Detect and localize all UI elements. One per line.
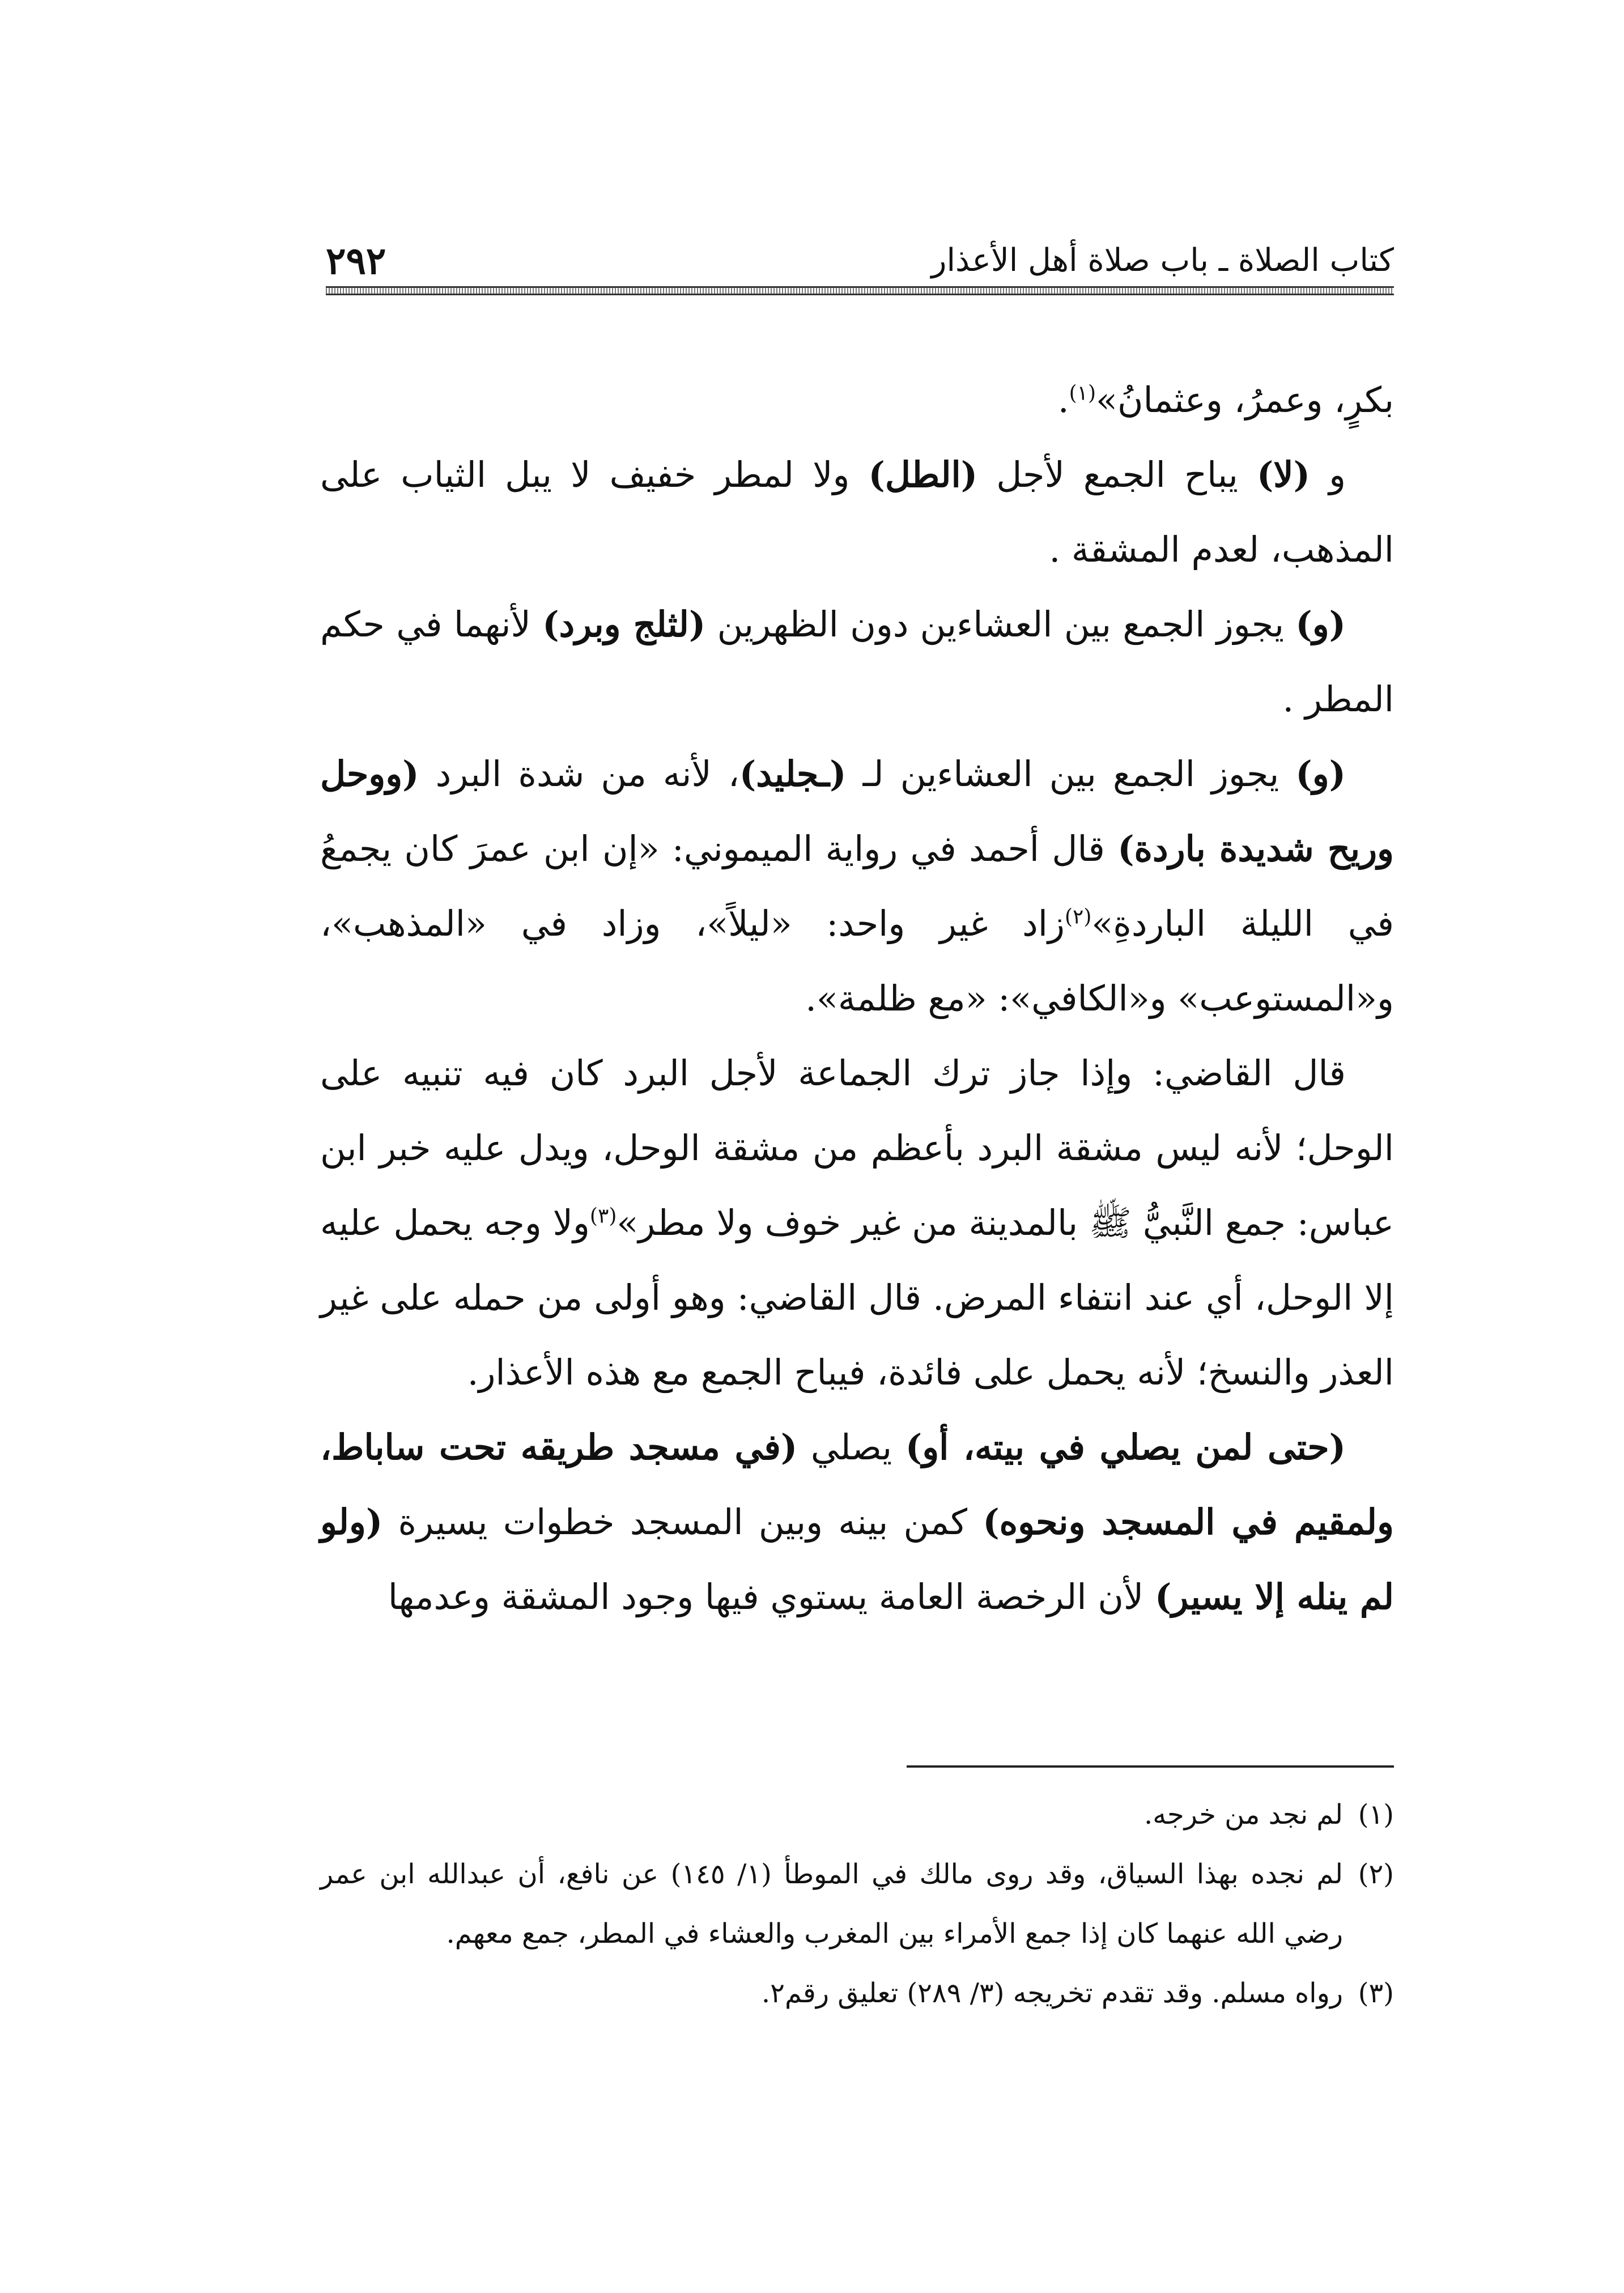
text-run: زاد غير واحد: «ليلاً»، وزاد في «المذهب»، و«المستوعب» و«الكافي»: «مع ظلمة». (320, 903, 1394, 1019)
main-text (320, 363, 1394, 1634)
paragraph-1 (320, 363, 1394, 438)
paragraph-2 (320, 438, 1394, 587)
footnote-number: (١) (1358, 1799, 1394, 1831)
bold-term: (ـجليد) (739, 753, 847, 795)
bold-term: (ولو لم ينله إلا يسير) (320, 1501, 1394, 1617)
footnote-3 (320, 1964, 1394, 2023)
footnote-text: رواه مسلم. وقد تقدم تخريجه (٣/ ٢٨٩) تعليق رقم٢. (761, 1977, 1343, 2009)
paragraph-5 (320, 1036, 1394, 1410)
footnote-ref-3: (٣) (589, 1204, 617, 1228)
text-run: لأنهما في حكم المطر . (320, 604, 1394, 720)
text-run: ولا لمطر خفيف لا يبل الثياب على المذهب، لعدم المشقة . (320, 454, 1394, 570)
footnote-ref-1: (١) (1069, 381, 1096, 405)
footnote-text: لم نجد من خرجه. (1144, 1799, 1343, 1831)
page-number: ٢٩٢ (326, 239, 386, 283)
footnote-ref-2: (٢) (1064, 905, 1092, 929)
bold-term: (و) (1295, 604, 1346, 645)
bold-term: (حتى لمن يصلي في بيته، أو) (905, 1426, 1346, 1468)
header-rule (326, 286, 1394, 295)
paragraph-1-end: . (1057, 379, 1069, 421)
bold-term: (في مسجد طريقه تحت ساباط، ولمقيم في المسجد ونحوه) (320, 1426, 1394, 1543)
bold-term: (لثلج وبرد) (542, 604, 706, 645)
text-run: قال أحمد في رواية الميموني: «إن ابن عمرَ كان يجمعُ في الليلة الباردةِ» (320, 828, 1395, 944)
text-run: يباح الجمع لأجل (977, 454, 1257, 495)
footnote-text: لم نجده بهذا السياق، وقد روى مالك في الموطأ (١/ ١٤٥) عن نافع، أن عبدالله ابن عمر رضي الله عنهما كان إذا جمع الأمراء بين المغرب والعشاء في المطر، جمع معهم. (320, 1858, 1343, 1950)
paragraph-1-text: بكرٍ، وعمرُ، وعثمانُ» (1096, 379, 1394, 421)
bold-term: (ووحل وريح شديدة باردة) (320, 753, 1394, 869)
paragraph-3 (320, 587, 1394, 737)
text-run: يجوز الجمع بين العشاءين دون الظهرين (705, 604, 1296, 645)
bold-term: (و) (1295, 753, 1346, 795)
footnote-number: (٢) (1358, 1858, 1394, 1890)
paragraph-4 (320, 737, 1394, 1036)
text-run: ولا وجه يحمل عليه إلا الوحل، أي عند انتفاء المرض. قال القاضي: وهو أولى من حمله على غير العذر والنسخ؛ لأنه يحمل على فائدة، فيباح الجمع مع هذه الأعذار. (320, 1202, 1394, 1393)
text-run: كمن بينه وبين المسجد خطوات يسيرة (382, 1501, 983, 1543)
paragraph-6 (320, 1410, 1394, 1634)
footnote-1 (320, 1785, 1394, 1845)
running-header (326, 238, 1394, 286)
bold-term: (لا) (1256, 454, 1310, 495)
text-run: يجوز الجمع بين العشاءين لـ (846, 753, 1296, 795)
footnote-number: (٣) (1358, 1977, 1394, 2009)
text-run: قال القاضي: وإذا جاز ترك الجماعة لأجل البرد كان فيه تنبيه على الوحل؛ لأنه ليس مشقة البرد بأعظم من مشقة الوحل، ويدل عليه خبر ابن عباس: جمع النَّبيُّ ﷺ بالمدينة من غير خوف ولا مطر» (320, 1052, 1394, 1243)
footnote-separator (907, 1765, 1394, 1768)
text-run: يصلي (797, 1426, 905, 1468)
text-run: ، لأنه من شدة البرد (419, 753, 739, 795)
chapter-title: كتاب الصلاة ـ باب صلاة أهل الأعذار (931, 242, 1394, 279)
bold-term: (الطل) (868, 454, 978, 495)
footnotes (320, 1785, 1394, 2023)
text-run: و (1310, 454, 1346, 495)
footnote-2 (320, 1845, 1394, 1964)
text-run: لأن الرخصة العامة يستوي فيها وجود المشقة وعدمها (388, 1576, 1155, 1617)
